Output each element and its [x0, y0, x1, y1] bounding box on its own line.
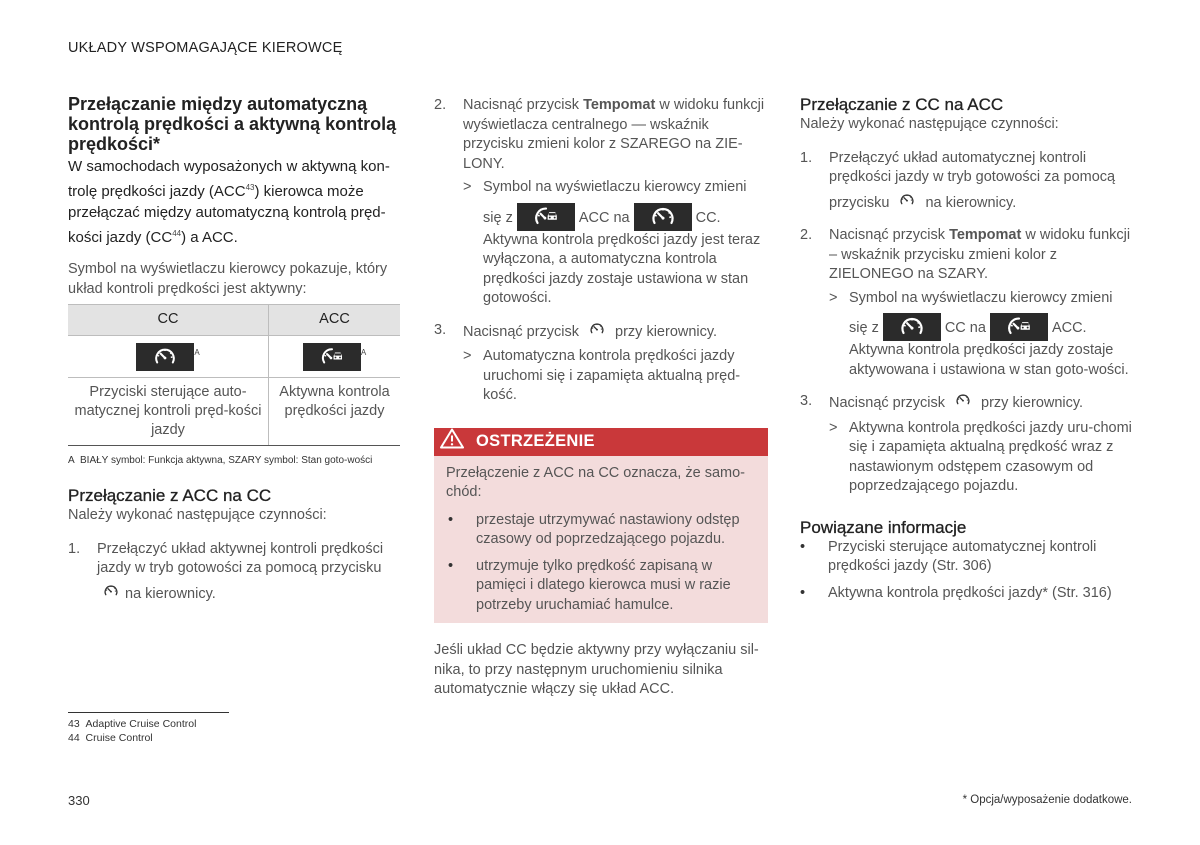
step-text-post: na kierownicy.	[925, 194, 1017, 211]
speedometer-icon	[136, 343, 194, 371]
section-intro: Należy wykonać następujące czynności:	[68, 507, 327, 523]
warning-bullet-text: utrzymuje tylko prędkość zapisaną w pamięci i dlatego kierowca musi w razie potrzeby uruchamiać hamulce.	[476, 557, 731, 613]
optional-equipment-note: * Opcja/wyposażenie dodatkowe.	[962, 794, 1132, 806]
list-item	[434, 96, 768, 174]
footnote-divider	[68, 712, 229, 713]
speedometer-icon	[634, 203, 692, 231]
step-text: Przełączyć układ aktywnej kontroli prędkości jazdy w tryb gotowości za pomocą przycisku	[97, 540, 384, 576]
footnote-text: Cruise Control	[85, 732, 153, 744]
result-text: Aktywna kontrola prędkości jazdy uru-chomi się i zapamięta aktualną prędkość wraz z nastawionym odstępem czasowym od poprzedzającego pojazdu.	[849, 419, 1132, 494]
section-heading-cc-to-acc: Przełączanie z CC na ACC	[800, 95, 1004, 114]
step-text-post: w widoku funkcji wyświetlacza centralnego — wskaźnik przycisku zmieni kolor z SZAREGO na ZIE-LONY.	[463, 97, 765, 172]
result-text-detail: Aktywna kontrola prędkości jazdy zostaje aktywowana i ustawiona w stan goto-wości.	[849, 342, 1129, 378]
step-text-pre: Nacisnąć przycisk	[463, 97, 584, 113]
acc-symbol-cell	[268, 336, 400, 378]
result-text-from: się z	[849, 320, 879, 336]
table-footnote-text: BIAŁY symbol: Funkcja aktywna, SZARY symbol: Stan goto-wości	[80, 455, 373, 466]
closing-paragraph: Jeśli układ CC będzie aktywny przy wyłączaniu sil-nika, to przy następnym uruchomieniu silnika automatycznie włączy się układ ACC.	[434, 642, 759, 697]
step-number: 3.	[800, 393, 813, 409]
step-text-post: przy kierownicy.	[981, 395, 1084, 412]
step-number: 2.	[800, 227, 813, 243]
result-text-detail: Aktywna kontrola prędkości jazdy jest teraz wyłączona, a automatyczna kontrola prędkości jazdy zostaje ustawiona w stan gotowości.	[483, 231, 761, 306]
step-text-pre: przycisku	[829, 194, 890, 211]
result-text-to: CC na	[944, 320, 986, 336]
footnote-ref-43[interactable]: 43	[245, 183, 255, 192]
list-item	[68, 540, 402, 606]
step-number: 2.	[434, 97, 447, 113]
step-text-post: przy kierownicy.	[615, 323, 718, 340]
result-text: Symbol na wyświetlaczu kierowcy zmieni	[483, 179, 747, 195]
speedometer-icon	[883, 313, 941, 341]
symbol-paragraph: Symbol na wyświetlaczu kierowcy pokazuje, który układ kontroli prędkości jest aktywny:	[68, 261, 388, 297]
footnote-ref-44[interactable]: 44	[172, 229, 182, 238]
table-note-marker: A	[360, 347, 367, 357]
result-text-end: ACC.	[1051, 320, 1087, 336]
warning-intro: Przełączenie z ACC na CC oznacza, że samo-chód:	[446, 464, 745, 500]
mode-symbol-table	[68, 304, 400, 446]
intro-paragraph	[68, 156, 402, 248]
related-link[interactable]: Przyciski sterujące automatycznej kontroli prędkości jazdy (Str. 306)	[828, 538, 1097, 574]
footnote-text: Adaptive Cruise Control	[85, 718, 197, 730]
speedometer-car-icon	[303, 343, 361, 371]
result-item	[829, 419, 1134, 497]
warning-triangle-icon	[440, 428, 464, 455]
speedometer-button-icon	[103, 583, 119, 606]
page-heading: Przełączanie między automatyczną kontrolą prędkości a aktywną kontrolą prędkości*	[68, 94, 397, 154]
section-intro: Należy wykonać następujące czynności:	[800, 116, 1059, 132]
result-item	[463, 178, 768, 309]
result-item	[829, 289, 1134, 381]
step-text	[463, 96, 768, 174]
warning-box	[434, 428, 768, 624]
table-footnote	[68, 455, 402, 467]
warning-body	[434, 456, 768, 624]
step-text-pre: Nacisnąć przycisk	[463, 323, 580, 340]
footnote-number: 44	[68, 732, 80, 744]
step-number: 3.	[434, 321, 447, 338]
result-text-to: ACC na	[578, 209, 630, 226]
step-text-pre: Nacisnąć przycisk	[829, 395, 946, 412]
result-text: Automatyczna kontrola prędkości jazdy uruchomi się i zapamięta aktualną pręd-kość.	[483, 348, 741, 403]
speedometer-button-icon	[589, 321, 605, 344]
tempomat-label: Tempomat	[583, 97, 656, 113]
column-middle	[434, 94, 768, 700]
speedometer-button-icon	[955, 392, 971, 415]
table-footnote-key: A	[68, 455, 75, 466]
bullet: •	[448, 557, 454, 574]
warning-title: OSTRZEŻENIE	[476, 431, 595, 450]
list-item	[800, 392, 1134, 415]
intro-text-c: ) a ACC.	[181, 229, 238, 246]
list-item	[800, 149, 1134, 215]
bullet: •	[448, 511, 454, 528]
result-marker: >	[463, 179, 472, 195]
table-header-cc: CC	[68, 305, 268, 336]
speedometer-button-icon	[899, 192, 915, 215]
column-left	[68, 94, 402, 605]
result-text-from: się z	[483, 209, 513, 226]
result-marker: >	[829, 289, 838, 306]
section-heading-acc-to-cc: Przełączanie z ACC na CC	[68, 486, 272, 505]
table-header-acc: ACC	[268, 305, 400, 336]
speedometer-car-icon	[990, 313, 1048, 341]
list-item	[434, 321, 768, 344]
result-marker: >	[829, 419, 838, 436]
tempomat-label: Tempomat	[949, 227, 1022, 243]
acc-description: Aktywna kontrola prędkości jazdy	[268, 378, 400, 446]
footnote-44	[68, 732, 153, 744]
related-heading: Powiązane informacje	[800, 517, 967, 537]
footnote-43	[68, 718, 196, 730]
page-number: 330	[68, 793, 90, 808]
related-link-item[interactable]	[800, 584, 1134, 604]
result-item	[463, 347, 768, 406]
related-link-item[interactable]	[800, 538, 1134, 577]
list-item	[446, 511, 756, 550]
bullet: •	[800, 584, 806, 601]
table-note-marker: A	[194, 347, 200, 357]
result-text: Symbol na wyświetlaczu kierowcy zmieni	[849, 289, 1113, 306]
step-number: 1.	[800, 149, 813, 166]
step-number: 1.	[68, 540, 81, 557]
speedometer-car-icon	[517, 203, 575, 231]
step-text-pre: Nacisnąć przycisk	[829, 227, 950, 243]
cc-description: Przyciski sterujące auto-matycznej kontroli pręd-kości jazdy	[68, 378, 268, 446]
bullet: •	[800, 538, 806, 555]
list-item	[446, 557, 756, 616]
intro-text-a: W samochodach wyposażonych w aktywną kon-trolę prędkości jazdy (ACC	[68, 158, 390, 200]
related-link[interactable]: Aktywna kontrola prędkości jazdy* (Str. 316)	[828, 584, 1112, 601]
warning-header	[434, 428, 768, 456]
result-marker: >	[463, 348, 472, 364]
intro-text-b: ) kierowca może przełączać między automatyczną kontrolą pręd-kości jazdy (CC	[68, 183, 386, 246]
step-text: Przełączyć układ automatycznej kontroli prędkości jazdy w tryb gotowości za pomocą	[829, 149, 1116, 185]
step-text-post: w widoku funkcji – wskaźnik przycisku zmieni kolor z ZIELONEGO na SZARY.	[829, 227, 1131, 282]
column-right	[800, 94, 1134, 603]
list-item	[800, 226, 1134, 285]
cc-symbol-cell	[68, 336, 268, 378]
section-title: UKŁADY WSPOMAGAJĄCE KIEROWCĘ	[68, 40, 343, 56]
warning-bullet-text: przestaje utrzymywać nastawiony odstęp czasowy od poprzedzającego pojazdu.	[476, 511, 740, 547]
footnote-number: 43	[68, 718, 80, 730]
step-text-tail: na kierownicy.	[125, 585, 216, 602]
result-text-end: CC.	[695, 209, 721, 226]
